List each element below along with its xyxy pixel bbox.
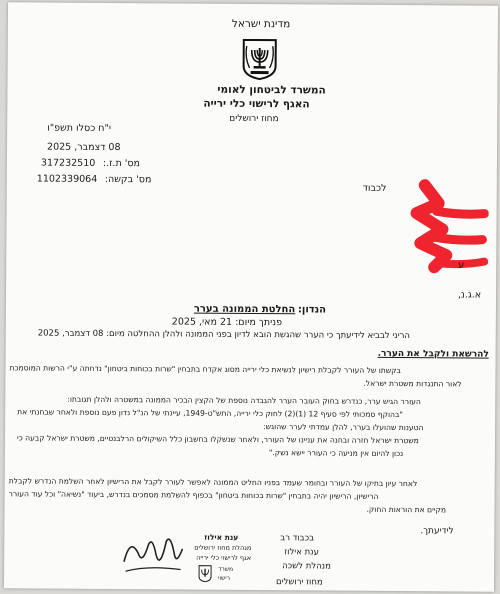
paragraph-2-line-2: "בהוקף סמכותי לפי סעיף 12 (1)(2) לחוק כלי ירייה, התש"ט-1949, עיינתי של הנ"ל נדון פעם נוספת ולאחר שבחנתי את — [17, 407, 403, 420]
stamp-small-2: רישוי — [218, 574, 231, 582]
redaction-mark — [376, 175, 489, 276]
state-name: מדינת ישראל — [231, 17, 291, 31]
closing-line: לידיעתך. — [420, 526, 454, 537]
id-label: מס' ת.ז.: — [102, 157, 140, 170]
subject-title: החלטת הממונה בערר — [193, 303, 296, 316]
paragraph-3-line-1: משטרת ישראל חזרה ובחנה את עניינו של העורר, ולאחר שנשקלו בחשבון כלל השיקולים הרלבנטיים, משטרת ישראל קבעה כי — [16, 433, 419, 446]
paragraph-4-line-2: הרישיון, הרישיון יהיה בתבחין "שרות בכוחות ביטחון" בכפוף להשלמת מסמכים בנדרש, ביעוד "נשיאה" וכל עוד העורר — [8, 489, 379, 501]
request-label: מס' בקשה: — [104, 173, 152, 186]
stamp-emblem-icon — [198, 565, 212, 583]
appeal-date: פניתך מיום: 21 מאי, 2025 — [171, 316, 283, 329]
regards: בכבוד רב — [280, 533, 315, 544]
id-number: 317232510 — [40, 157, 96, 169]
signer-role: מנהלת לשכה — [282, 561, 331, 572]
request-number: 1102339064 — [36, 173, 98, 185]
to-label: לכבוד — [362, 182, 387, 194]
letter-page — [4, 2, 498, 591]
greeting: א.ג.נ, — [457, 289, 482, 301]
paragraph-1-line-2: לאור התנגדות משטרת ישראל. — [363, 378, 462, 389]
paragraph-2-line-1: העורר הגיש ערר, כנדרש בחוק העובר הערר להגבדה נוספת של הקצין הבכיר הממונה במשטרה ולהלן תגובתו: — [67, 394, 421, 407]
paragraph-4-line-3: מקיים את הוראות החוק. — [366, 504, 447, 515]
paragraph-3-line-2: נכון להיום אין מניעה כי העורר יישא נשק." — [268, 448, 404, 459]
district-name: מחוז ירושלים — [229, 113, 279, 125]
state-emblem-icon — [241, 36, 279, 80]
intro-line: הריני לבביא לידיעתך כי הערר שהגשת הובא לדיון בפני הממונה ולהלן ההחלטה מיום: 08 דצמבר, 2025 — [37, 328, 411, 342]
letter-date: 08 דצמבר, 2025 — [47, 141, 121, 154]
signer-district: מחוז ירושלים — [275, 577, 323, 588]
recipient-address: ע — [458, 259, 465, 271]
paragraph-2-line-3: הטענות שהועלו בערר, להלן עמדתי לערר שהוגש: — [263, 422, 424, 433]
handwritten-signature — [118, 531, 188, 581]
signer-name: ענת אילוז — [284, 547, 319, 558]
department-name: האגף לרישוי כלי ירייה — [203, 97, 310, 111]
stamp-department: אגף לרישוי כלי ירייה — [196, 553, 252, 563]
appeal-heading: להרשאת ולקבל את הערר. — [377, 348, 489, 360]
paragraph-4-line-1: לאחר עיון בתיקו של העורר ובחומר שעמד בפניו החליט הממונה לאפשר לעורר לקבל את הרישיון לאחר השלמת הנדרש לקבלת — [8, 476, 418, 489]
stamp-small-1: משרד — [218, 565, 234, 573]
hebrew-date: י"ח כסלו תשפ"ו — [47, 122, 112, 135]
subject-prefix: הנדון: — [297, 304, 327, 316]
ministry-name: המשרד לביטחון לאומי — [217, 83, 326, 97]
stamp-name: ענת אילוז — [204, 532, 239, 542]
stamp-role: מנהלת מחוז ירושלים — [194, 543, 252, 553]
paragraph-1-line-1: בקשתו של העורר לקבלת רישיון לנשיאת כלי ירייה מסוג אקדח בתבחין "שרות בכוחות ביטחון" נדחתה ע"י הרשות המוסמכת — [9, 363, 401, 376]
